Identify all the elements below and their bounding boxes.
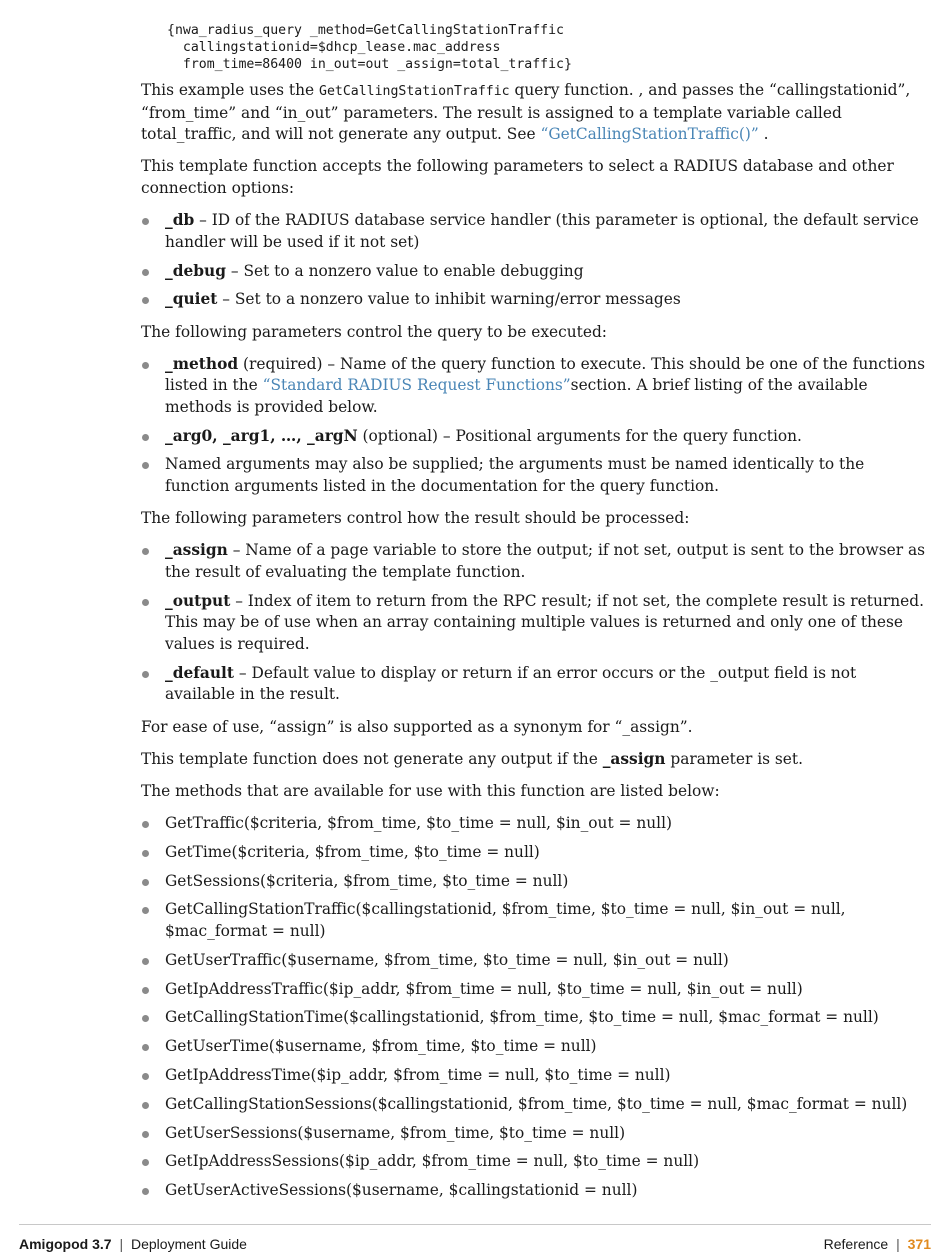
guide-name: Deployment Guide xyxy=(130,1236,247,1252)
param-name: _arg0, _arg1, …, _argN xyxy=(165,426,358,445)
list-item: _assign – Name of a page variable to store the output; if not set, output is sent to the browser as the result of evaluating the template function. xyxy=(141,540,931,583)
intro-paragraph: This example uses the GetCallingStationTraffic query function. , and passes the “callingstationid”, “from_time” and “in_out” parameters. The result is assigned to a template variable called total_traffic, and will not generate any output. See “GetCallingStationTraffic()” . xyxy=(141,81,911,144)
method-item: GetUserTime($username, $from_time, $to_time = null) xyxy=(141,1036,931,1058)
params-intro: This template function accepts the following parameters to select a RADIUS database and other connection options: xyxy=(141,157,894,197)
list-item: _quiet – Set to a nonzero value to inhibit warning/error messages xyxy=(141,289,931,311)
method-item: GetIpAddressSessions($ip_addr, $from_time = null, $to_time = null) xyxy=(141,1151,931,1173)
footer-right xyxy=(824,1236,931,1252)
param-name: _output xyxy=(165,591,231,610)
param-name: _method xyxy=(165,354,239,373)
method-item: GetSessions($criteria, $from_time, $to_time = null) xyxy=(141,871,931,893)
code-block xyxy=(167,22,572,73)
method-item: GetCallingStationTime($callingstationid, $from_time, $to_time = null, $mac_format = null) xyxy=(141,1007,931,1029)
list-item: _method (required) – Name of the query function to execute. This should be one of the functions listed in the “Standard RADIUS Request Functions”section. A brief listing of the available methods is provided below. xyxy=(141,354,931,419)
methods-list xyxy=(141,813,931,1202)
page-number: 371 xyxy=(907,1236,931,1252)
list-item: _arg0, _arg1, …, _argN (optional) – Positional arguments for the query function. xyxy=(141,426,931,448)
method-item: GetUserActiveSessions($username, $callingstationid = null) xyxy=(141,1180,931,1202)
code-line: from_time=86400 in_out=out _assign=total_traffic} xyxy=(167,57,572,72)
footer-separator: | xyxy=(119,1236,124,1252)
assign-note: This template function does not generate any output if the _assign parameter is set. xyxy=(141,749,803,768)
list-item: _output – Index of item to return from the RPC result; if not set, the complete result is returned. This may be of use when an array containing multiple values is returned and only one of these values is required. xyxy=(141,591,931,656)
footer-separator: | xyxy=(896,1236,900,1252)
param-name: _db xyxy=(165,211,195,230)
code-line: {nwa_radius_query _method=GetCallingStationTraffic xyxy=(167,23,564,38)
query-params-list xyxy=(141,354,931,498)
result-intro: The following parameters control how the result should be processed: xyxy=(141,509,690,528)
list-item: Named arguments may also be supplied; the arguments must be named identically to the function arguments listed in the documentation for the query function. xyxy=(141,454,931,497)
getcallingstationtraffic-link[interactable]: “GetCallingStationTraffic()” xyxy=(540,125,759,144)
code-line: callingstationid=$dhcp_lease.mac_address xyxy=(167,40,501,55)
section-name: Reference xyxy=(823,1236,889,1252)
method-item: GetTime($criteria, $from_time, $to_time = null) xyxy=(141,842,931,864)
inline-code: GetCallingStationTraffic xyxy=(319,84,510,99)
standard-radius-request-functions-link[interactable]: “Standard RADIUS Request Functions” xyxy=(262,376,571,395)
param-name: _assign xyxy=(165,541,228,560)
result-params-list xyxy=(141,540,931,706)
method-item: GetCallingStationTraffic($callingstationid, $from_time, $to_time = null, $in_out = null, $mac_format = null) xyxy=(141,899,931,942)
method-item: GetUserTraffic($username, $from_time, $to_time = null, $in_out = null) xyxy=(141,950,931,972)
method-item: GetUserSessions($username, $from_time, $to_time = null) xyxy=(141,1123,931,1145)
param-name: _quiet xyxy=(165,290,218,309)
footer-left xyxy=(19,1236,247,1252)
main-content xyxy=(141,80,931,1212)
list-item: _default – Default value to display or return if an error occurs or the _output field is not available in the result. xyxy=(141,663,931,706)
param-name: _default xyxy=(165,663,234,682)
query-intro: The following parameters control the query to be executed: xyxy=(141,322,607,341)
connection-params-list xyxy=(141,210,931,311)
footer-divider xyxy=(19,1224,931,1225)
method-item: GetIpAddressTime($ip_addr, $from_time = null, $to_time = null) xyxy=(141,1065,931,1087)
methods-intro: The methods that are available for use with this function are listed below: xyxy=(141,781,720,800)
method-item: GetIpAddressTraffic($ip_addr, $from_time = null, $to_time = null, $in_out = null) xyxy=(141,979,931,1001)
method-item: GetCallingStationSessions($callingstationid, $from_time, $to_time = null, $mac_format = null) xyxy=(141,1094,931,1116)
method-item: GetTraffic($criteria, $from_time, $to_time = null, $in_out = null) xyxy=(141,813,931,835)
list-item: _debug – Set to a nonzero value to enable debugging xyxy=(141,261,931,283)
param-name: _debug xyxy=(165,261,226,280)
synonym-note: For ease of use, “assign” is also supported as a synonym for “_assign”. xyxy=(141,717,693,736)
product-name: Amigopod 3.7 xyxy=(19,1236,112,1252)
list-item: _db – ID of the RADIUS database service handler (this parameter is optional, the default service handler will be used if it not set) xyxy=(141,210,931,253)
